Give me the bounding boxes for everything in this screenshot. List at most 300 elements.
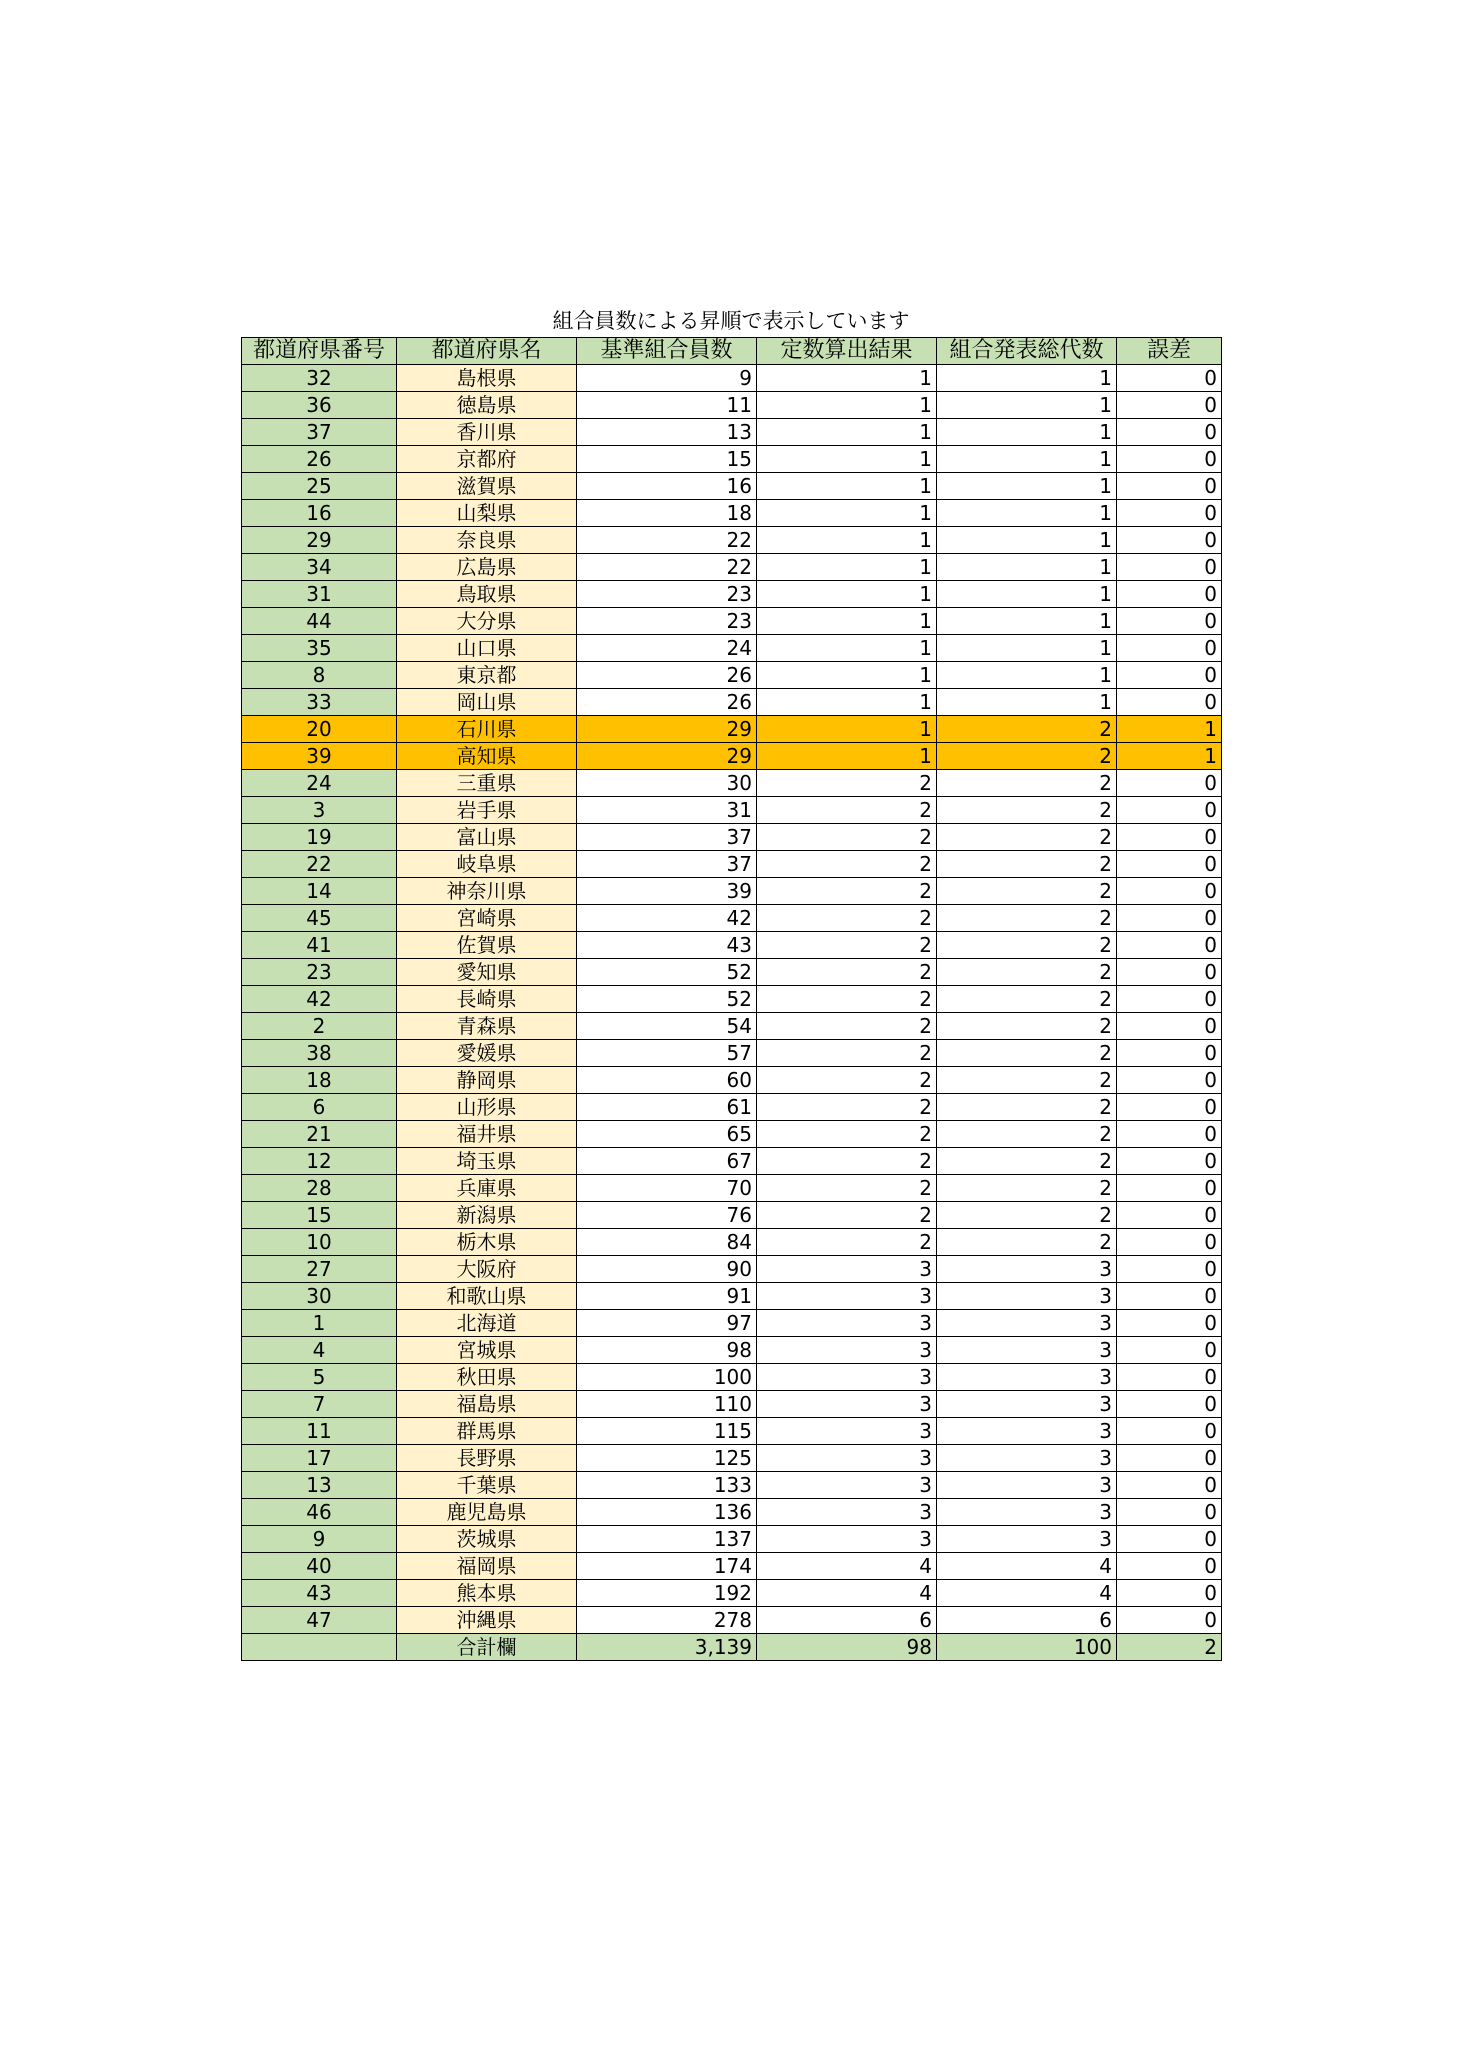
prefecture-name-cell: 岡山県: [397, 689, 577, 716]
calculated-quota-cell: 1: [757, 554, 937, 581]
prefecture-name-cell: 福岡県: [397, 1553, 577, 1580]
announced-delegates-cell: 3: [937, 1418, 1117, 1445]
prefecture-number-cell: 28: [242, 1175, 397, 1202]
announced-delegates-cell: 2: [937, 824, 1117, 851]
prefecture-number-cell: 2: [242, 1013, 397, 1040]
calculated-quota-cell: 2: [757, 878, 937, 905]
prefecture-name-cell: 愛知県: [397, 959, 577, 986]
base-members-cell: 110: [577, 1391, 757, 1418]
total-calc-cell: 98: [757, 1634, 937, 1661]
prefecture-number-cell: 14: [242, 878, 397, 905]
prefecture-number-cell: 26: [242, 446, 397, 473]
difference-cell: 0: [1117, 1580, 1222, 1607]
table-row: [242, 446, 1222, 473]
calculated-quota-cell: 1: [757, 581, 937, 608]
prefecture-name-cell: 福井県: [397, 1121, 577, 1148]
announced-delegates-cell: 2: [937, 797, 1117, 824]
prefecture-number-cell: 20: [242, 716, 397, 743]
difference-cell: 0: [1117, 959, 1222, 986]
announced-delegates-cell: 1: [937, 527, 1117, 554]
prefecture-name-cell: 佐賀県: [397, 932, 577, 959]
base-members-cell: 133: [577, 1472, 757, 1499]
table-row: [242, 473, 1222, 500]
difference-cell: 0: [1117, 1553, 1222, 1580]
calculated-quota-cell: 4: [757, 1553, 937, 1580]
base-members-cell: 84: [577, 1229, 757, 1256]
prefecture-number-cell: 41: [242, 932, 397, 959]
difference-cell: 0: [1117, 581, 1222, 608]
calculated-quota-cell: 1: [757, 500, 937, 527]
table-row: [242, 1472, 1222, 1499]
base-members-cell: 24: [577, 635, 757, 662]
base-members-cell: 100: [577, 1364, 757, 1391]
prefecture-number-cell: 36: [242, 392, 397, 419]
prefecture-number-cell: 15: [242, 1202, 397, 1229]
calculated-quota-cell: 1: [757, 365, 937, 392]
calculated-quota-cell: 3: [757, 1526, 937, 1553]
prefecture-number-cell: 32: [242, 365, 397, 392]
announced-delegates-cell: 4: [937, 1553, 1117, 1580]
prefecture-name-cell: 長崎県: [397, 986, 577, 1013]
table-row: [242, 1040, 1222, 1067]
prefecture-name-cell: 栃木県: [397, 1229, 577, 1256]
announced-delegates-cell: 1: [937, 608, 1117, 635]
base-members-cell: 91: [577, 1283, 757, 1310]
difference-cell: 0: [1117, 1418, 1222, 1445]
difference-cell: 0: [1117, 1148, 1222, 1175]
calculated-quota-cell: 2: [757, 824, 937, 851]
table-row: [242, 797, 1222, 824]
prefecture-name-cell: 大分県: [397, 608, 577, 635]
table-row: [242, 959, 1222, 986]
base-members-cell: 18: [577, 500, 757, 527]
prefecture-name-cell: 山形県: [397, 1094, 577, 1121]
prefecture-number-cell: 42: [242, 986, 397, 1013]
base-members-cell: 136: [577, 1499, 757, 1526]
prefecture-name-cell: 山梨県: [397, 500, 577, 527]
prefecture-name-cell: 宮崎県: [397, 905, 577, 932]
table-row: [242, 1310, 1222, 1337]
announced-delegates-cell: 2: [937, 959, 1117, 986]
announced-delegates-cell: 1: [937, 500, 1117, 527]
table-row: [242, 1337, 1222, 1364]
base-members-cell: 43: [577, 932, 757, 959]
table-row: [242, 1148, 1222, 1175]
base-members-cell: 125: [577, 1445, 757, 1472]
difference-cell: 0: [1117, 824, 1222, 851]
difference-cell: 0: [1117, 1094, 1222, 1121]
table-row: [242, 851, 1222, 878]
table-row: [242, 527, 1222, 554]
base-members-cell: 39: [577, 878, 757, 905]
base-members-cell: 13: [577, 419, 757, 446]
base-members-cell: 31: [577, 797, 757, 824]
calculated-quota-cell: 2: [757, 1148, 937, 1175]
announced-delegates-cell: 2: [937, 878, 1117, 905]
table-row: [242, 1607, 1222, 1634]
difference-cell: 0: [1117, 1607, 1222, 1634]
difference-cell: 0: [1117, 554, 1222, 581]
calculated-quota-cell: 2: [757, 1040, 937, 1067]
header-base-members: 基準組合員数: [577, 338, 757, 365]
table-row: [242, 419, 1222, 446]
prefecture-name-cell: 山口県: [397, 635, 577, 662]
base-members-cell: 29: [577, 716, 757, 743]
prefecture-name-cell: 宮城県: [397, 1337, 577, 1364]
difference-cell: 0: [1117, 1283, 1222, 1310]
table-row: [242, 1445, 1222, 1472]
announced-delegates-cell: 3: [937, 1445, 1117, 1472]
difference-cell: 0: [1117, 1310, 1222, 1337]
prefecture-number-cell: 5: [242, 1364, 397, 1391]
calculated-quota-cell: 3: [757, 1391, 937, 1418]
prefecture-number-cell: 23: [242, 959, 397, 986]
calculated-quota-cell: 1: [757, 419, 937, 446]
prefecture-name-cell: 三重県: [397, 770, 577, 797]
announced-delegates-cell: 1: [937, 635, 1117, 662]
prefecture-number-cell: 39: [242, 743, 397, 770]
base-members-cell: 174: [577, 1553, 757, 1580]
calculated-quota-cell: 2: [757, 1175, 937, 1202]
difference-cell: 0: [1117, 797, 1222, 824]
table-row: [242, 770, 1222, 797]
announced-delegates-cell: 3: [937, 1364, 1117, 1391]
difference-cell: 0: [1117, 1202, 1222, 1229]
prefecture-number-cell: 37: [242, 419, 397, 446]
difference-cell: 0: [1117, 1256, 1222, 1283]
base-members-cell: 98: [577, 1337, 757, 1364]
difference-cell: 0: [1117, 932, 1222, 959]
calculated-quota-cell: 2: [757, 770, 937, 797]
announced-delegates-cell: 3: [937, 1526, 1117, 1553]
prefecture-name-cell: 滋賀県: [397, 473, 577, 500]
prefecture-name-cell: 静岡県: [397, 1067, 577, 1094]
base-members-cell: 65: [577, 1121, 757, 1148]
calculated-quota-cell: 3: [757, 1472, 937, 1499]
calculated-quota-cell: 6: [757, 1607, 937, 1634]
prefecture-name-cell: 神奈川県: [397, 878, 577, 905]
table-row: [242, 1283, 1222, 1310]
calculated-quota-cell: 1: [757, 608, 937, 635]
base-members-cell: 26: [577, 662, 757, 689]
calculated-quota-cell: 1: [757, 743, 937, 770]
base-members-cell: 16: [577, 473, 757, 500]
prefecture-name-cell: 福島県: [397, 1391, 577, 1418]
total-diff-cell: 2: [1117, 1634, 1222, 1661]
prefecture-name-cell: 兵庫県: [397, 1175, 577, 1202]
base-members-cell: 61: [577, 1094, 757, 1121]
difference-cell: 0: [1117, 1229, 1222, 1256]
prefecture-name-cell: 埼玉県: [397, 1148, 577, 1175]
announced-delegates-cell: 2: [937, 1013, 1117, 1040]
prefecture-name-cell: 和歌山県: [397, 1283, 577, 1310]
base-members-cell: 11: [577, 392, 757, 419]
announced-delegates-cell: 1: [937, 365, 1117, 392]
prefecture-number-cell: 25: [242, 473, 397, 500]
prefecture-number-cell: 3: [242, 797, 397, 824]
difference-cell: 0: [1117, 878, 1222, 905]
announced-delegates-cell: 2: [937, 1202, 1117, 1229]
prefecture-name-cell: 沖縄県: [397, 1607, 577, 1634]
difference-cell: 0: [1117, 905, 1222, 932]
prefecture-number-cell: 7: [242, 1391, 397, 1418]
announced-delegates-cell: 2: [937, 986, 1117, 1013]
calculated-quota-cell: 3: [757, 1418, 937, 1445]
prefecture-name-cell: 徳島県: [397, 392, 577, 419]
difference-cell: 0: [1117, 473, 1222, 500]
calculated-quota-cell: 2: [757, 986, 937, 1013]
prefecture-name-cell: 鹿児島県: [397, 1499, 577, 1526]
calculated-quota-cell: 1: [757, 662, 937, 689]
difference-cell: 1: [1117, 743, 1222, 770]
total-label-cell: 合計欄: [397, 1634, 577, 1661]
announced-delegates-cell: 2: [937, 851, 1117, 878]
table-row: [242, 1175, 1222, 1202]
prefecture-number-cell: 38: [242, 1040, 397, 1067]
table-row: [242, 932, 1222, 959]
announced-delegates-cell: 2: [937, 1229, 1117, 1256]
prefecture-number-cell: 8: [242, 662, 397, 689]
prefecture-number-cell: 12: [242, 1148, 397, 1175]
total-no-cell: [242, 1634, 397, 1661]
prefecture-number-cell: 21: [242, 1121, 397, 1148]
base-members-cell: 23: [577, 608, 757, 635]
calculated-quota-cell: 1: [757, 527, 937, 554]
announced-delegates-cell: 2: [937, 905, 1117, 932]
prefecture-name-cell: 島根県: [397, 365, 577, 392]
table-row: [242, 608, 1222, 635]
prefecture-number-cell: 43: [242, 1580, 397, 1607]
calculated-quota-cell: 2: [757, 851, 937, 878]
calculated-quota-cell: 3: [757, 1499, 937, 1526]
calculated-quota-cell: 2: [757, 959, 937, 986]
calculated-quota-cell: 3: [757, 1256, 937, 1283]
calculated-quota-cell: 3: [757, 1364, 937, 1391]
calculated-quota-cell: 1: [757, 635, 937, 662]
prefecture-number-cell: 17: [242, 1445, 397, 1472]
base-members-cell: 26: [577, 689, 757, 716]
table-row: [242, 392, 1222, 419]
difference-cell: 0: [1117, 1337, 1222, 1364]
table-row: [242, 1067, 1222, 1094]
prefecture-number-cell: 1: [242, 1310, 397, 1337]
prefecture-number-cell: 6: [242, 1094, 397, 1121]
difference-cell: 0: [1117, 1121, 1222, 1148]
base-members-cell: 278: [577, 1607, 757, 1634]
table-caption: 組合員数による昇順で表示しています: [552, 309, 910, 333]
announced-delegates-cell: 1: [937, 554, 1117, 581]
announced-delegates-cell: 6: [937, 1607, 1117, 1634]
prefecture-number-cell: 34: [242, 554, 397, 581]
announced-delegates-cell: 2: [937, 1094, 1117, 1121]
table-row: [242, 1013, 1222, 1040]
prefecture-name-cell: 鳥取県: [397, 581, 577, 608]
announced-delegates-cell: 2: [937, 1121, 1117, 1148]
base-members-cell: 52: [577, 986, 757, 1013]
prefecture-name-cell: 高知県: [397, 743, 577, 770]
difference-cell: 0: [1117, 392, 1222, 419]
prefecture-number-cell: 13: [242, 1472, 397, 1499]
prefecture-name-cell: 北海道: [397, 1310, 577, 1337]
prefecture-number-cell: 46: [242, 1499, 397, 1526]
difference-cell: 0: [1117, 1499, 1222, 1526]
difference-cell: 0: [1117, 1067, 1222, 1094]
prefecture-name-cell: 千葉県: [397, 1472, 577, 1499]
prefecture-name-cell: 青森県: [397, 1013, 577, 1040]
base-members-cell: 30: [577, 770, 757, 797]
prefecture-name-cell: 富山県: [397, 824, 577, 851]
table-row: [242, 554, 1222, 581]
prefecture-name-cell: 石川県: [397, 716, 577, 743]
prefecture-name-cell: 東京都: [397, 662, 577, 689]
base-members-cell: 22: [577, 554, 757, 581]
announced-delegates-cell: 2: [937, 1148, 1117, 1175]
base-members-cell: 23: [577, 581, 757, 608]
announced-delegates-cell: 1: [937, 392, 1117, 419]
table-row: [242, 1418, 1222, 1445]
calculated-quota-cell: 2: [757, 1094, 937, 1121]
announced-delegates-cell: 1: [937, 446, 1117, 473]
difference-cell: 0: [1117, 527, 1222, 554]
difference-cell: 0: [1117, 446, 1222, 473]
difference-cell: 0: [1117, 635, 1222, 662]
table-row: [242, 743, 1222, 770]
table-row: [242, 365, 1222, 392]
base-members-cell: 42: [577, 905, 757, 932]
base-members-cell: 192: [577, 1580, 757, 1607]
calculated-quota-cell: 2: [757, 932, 937, 959]
table-row: [242, 905, 1222, 932]
table-row: [242, 878, 1222, 905]
table-row: [242, 581, 1222, 608]
prefecture-name-cell: 熊本県: [397, 1580, 577, 1607]
difference-cell: 0: [1117, 662, 1222, 689]
base-members-cell: 15: [577, 446, 757, 473]
prefecture-number-cell: 11: [242, 1418, 397, 1445]
base-members-cell: 76: [577, 1202, 757, 1229]
difference-cell: 0: [1117, 770, 1222, 797]
announced-delegates-cell: 2: [937, 770, 1117, 797]
prefecture-number-cell: 33: [242, 689, 397, 716]
base-members-cell: 37: [577, 851, 757, 878]
base-members-cell: 90: [577, 1256, 757, 1283]
prefecture-name-cell: 大阪府: [397, 1256, 577, 1283]
base-members-cell: 22: [577, 527, 757, 554]
difference-cell: 0: [1117, 1013, 1222, 1040]
header-calculated-quota: 定数算出結果: [757, 338, 937, 365]
prefecture-number-cell: 22: [242, 851, 397, 878]
header-row: [242, 338, 1222, 365]
announced-delegates-cell: 3: [937, 1283, 1117, 1310]
base-members-cell: 97: [577, 1310, 757, 1337]
total-announced-cell: 100: [937, 1634, 1117, 1661]
calculated-quota-cell: 2: [757, 1202, 937, 1229]
base-members-cell: 67: [577, 1148, 757, 1175]
announced-delegates-cell: 1: [937, 419, 1117, 446]
announced-delegates-cell: 1: [937, 689, 1117, 716]
table-row: [242, 986, 1222, 1013]
announced-delegates-cell: 3: [937, 1499, 1117, 1526]
calculated-quota-cell: 2: [757, 1067, 937, 1094]
base-members-cell: 37: [577, 824, 757, 851]
total-base-cell: 3,139: [577, 1634, 757, 1661]
calculated-quota-cell: 2: [757, 905, 937, 932]
announced-delegates-cell: 3: [937, 1256, 1117, 1283]
announced-delegates-cell: 3: [937, 1310, 1117, 1337]
prefecture-number-cell: 18: [242, 1067, 397, 1094]
prefecture-number-cell: 30: [242, 1283, 397, 1310]
difference-cell: 0: [1117, 608, 1222, 635]
table-row: [242, 635, 1222, 662]
difference-cell: 0: [1117, 365, 1222, 392]
header-announced-delegates: 組合発表総代数: [937, 338, 1117, 365]
calculated-quota-cell: 1: [757, 446, 937, 473]
prefecture-number-cell: 35: [242, 635, 397, 662]
header-difference: 誤差: [1117, 338, 1222, 365]
header-prefecture-name: 都道府県名: [397, 338, 577, 365]
announced-delegates-cell: 3: [937, 1472, 1117, 1499]
table-row: [242, 1526, 1222, 1553]
prefecture-number-cell: 45: [242, 905, 397, 932]
calculated-quota-cell: 2: [757, 1121, 937, 1148]
table-row: [242, 1391, 1222, 1418]
difference-cell: 0: [1117, 1391, 1222, 1418]
calculated-quota-cell: 3: [757, 1310, 937, 1337]
announced-delegates-cell: 2: [937, 1175, 1117, 1202]
table-row: [242, 716, 1222, 743]
prefecture-number-cell: 24: [242, 770, 397, 797]
prefecture-name-cell: 岐阜県: [397, 851, 577, 878]
calculated-quota-cell: 3: [757, 1445, 937, 1472]
table-row: [242, 689, 1222, 716]
difference-cell: 0: [1117, 1526, 1222, 1553]
difference-cell: 0: [1117, 1364, 1222, 1391]
prefecture-name-cell: 茨城県: [397, 1526, 577, 1553]
base-members-cell: 52: [577, 959, 757, 986]
base-members-cell: 60: [577, 1067, 757, 1094]
prefecture-number-cell: 9: [242, 1526, 397, 1553]
calculated-quota-cell: 3: [757, 1283, 937, 1310]
table-row: [242, 1229, 1222, 1256]
prefecture-table: [241, 337, 1222, 1661]
prefecture-number-cell: 4: [242, 1337, 397, 1364]
calculated-quota-cell: 1: [757, 689, 937, 716]
calculated-quota-cell: 1: [757, 716, 937, 743]
prefecture-name-cell: 群馬県: [397, 1418, 577, 1445]
prefecture-name-cell: 京都府: [397, 446, 577, 473]
difference-cell: 0: [1117, 1040, 1222, 1067]
prefecture-number-cell: 27: [242, 1256, 397, 1283]
prefecture-name-cell: 広島県: [397, 554, 577, 581]
announced-delegates-cell: 3: [937, 1391, 1117, 1418]
prefecture-number-cell: 10: [242, 1229, 397, 1256]
prefecture-number-cell: 40: [242, 1553, 397, 1580]
table-row: [242, 1364, 1222, 1391]
difference-cell: 1: [1117, 716, 1222, 743]
table-row: [242, 500, 1222, 527]
prefecture-number-cell: 44: [242, 608, 397, 635]
base-members-cell: 137: [577, 1526, 757, 1553]
prefecture-number-cell: 29: [242, 527, 397, 554]
prefecture-name-cell: 奈良県: [397, 527, 577, 554]
table-row: [242, 1580, 1222, 1607]
difference-cell: 0: [1117, 1175, 1222, 1202]
total-row: [242, 1634, 1222, 1661]
header-prefecture-number: 都道府県番号: [242, 338, 397, 365]
announced-delegates-cell: 2: [937, 932, 1117, 959]
announced-delegates-cell: 1: [937, 473, 1117, 500]
announced-delegates-cell: 2: [937, 743, 1117, 770]
